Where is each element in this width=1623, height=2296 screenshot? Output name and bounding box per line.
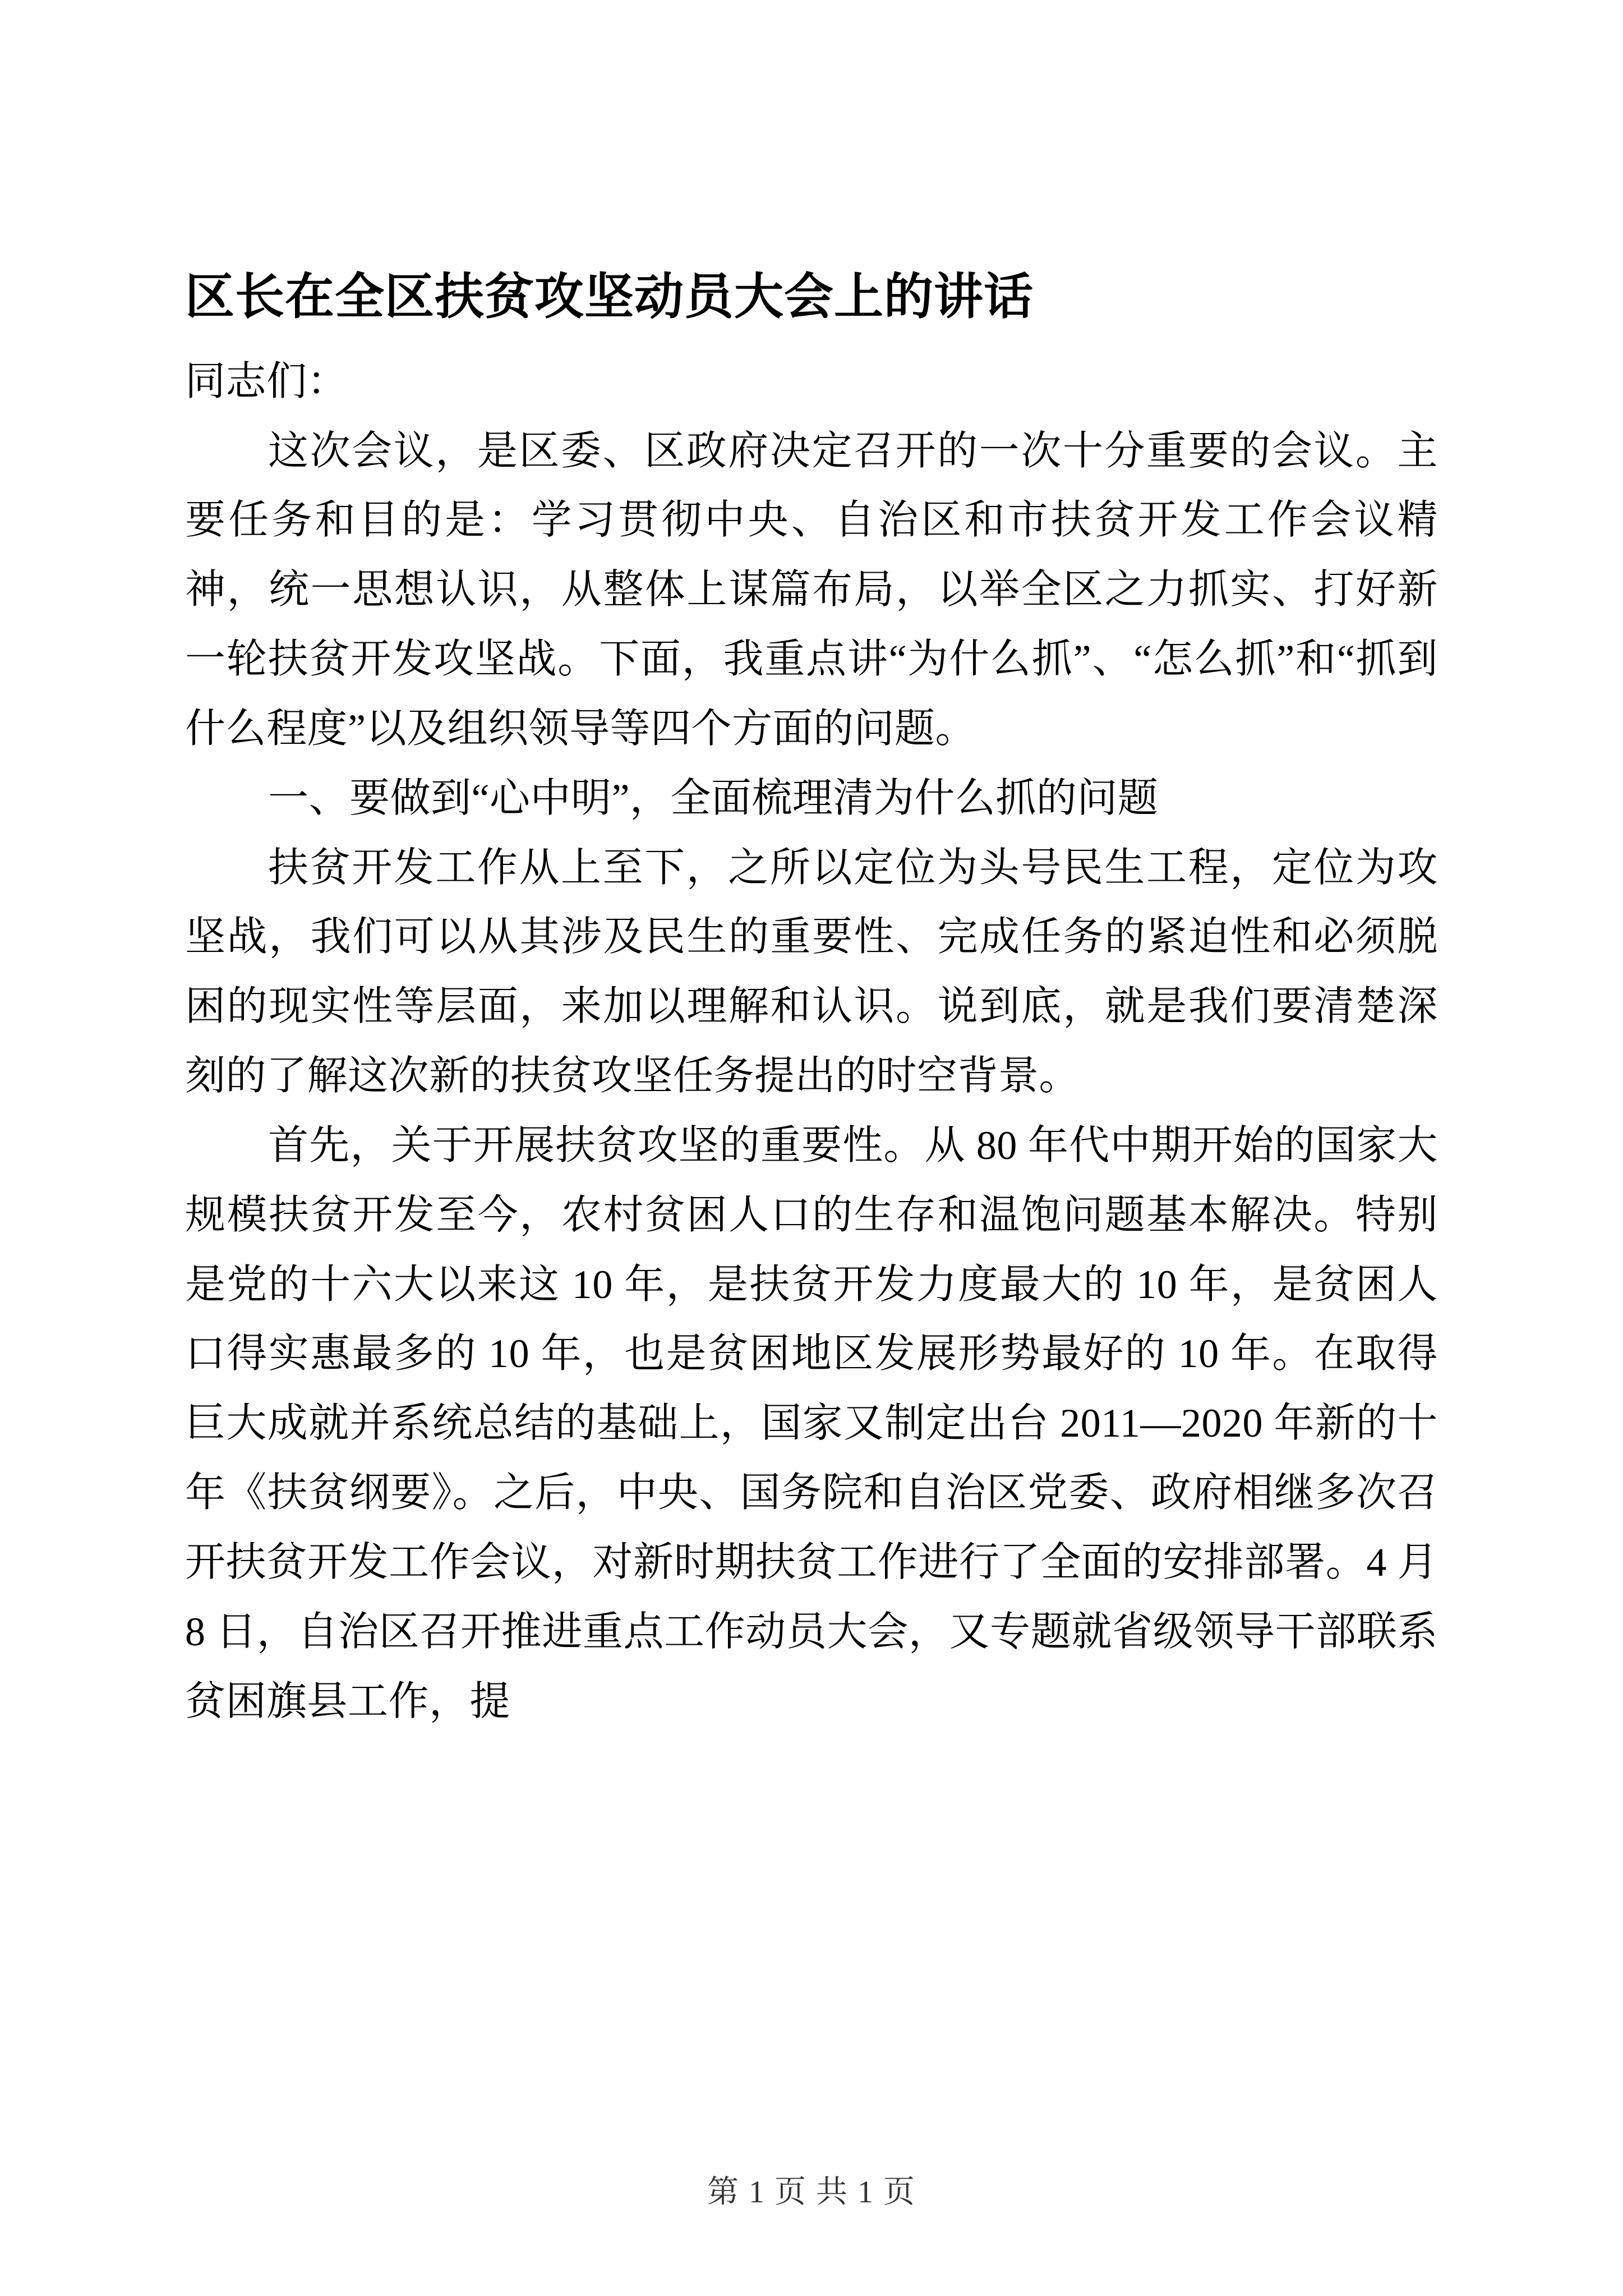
salutation: 同志们： xyxy=(185,358,348,404)
section-heading-1: 一、要做到“心中明”，全面梳理清为什么抓的问题 xyxy=(268,775,1159,821)
paragraph-3: 首先，关于开展扶贫攻坚的重要性。从 80 年代中期开始的国家大规模扶贫开发至今，农村贫困人口的生存和温饱问题基本解决。特别是党的十六大以来这 10 年，是扶贫开发力度最大的 10 年，是贫困人口得实惠最多的 10 年，也是贫困地区发展形势最好的 10 年。在取得巨大成就并系统总结的基础上，国家又制定出台 2011—2020 年新的十年《扶贫纲要》。之后，中央、国务院和自治区党委、政府相继多次召开扶贫开发工作会议，对新时期扶贫工作进行了全面的安排部署。4 月 8 日，自治区召开推进重点工作动员大会，又专题就省级领导干部联系贫困旗县工作，提 xyxy=(185,1122,1438,1724)
page-footer: 第 1 页 共 1 页 xyxy=(707,2175,916,2210)
page-title: 区长在全区扶贫攻坚动员大会上的讲话 xyxy=(185,269,1034,324)
paragraph-1: 这次会议，是区委、区政府决定召开的一次十分重要的会议。主要任务和目的是：学习贯彻中央、自治区和市扶贫开发工作会议精神，统一思想认识，从整体上谋篇布局，以举全区之力抓实、打好新一轮扶贫开发攻坚战。下面，我重点讲“为什么抓”、“怎么抓”和“抓到什么程度”以及组织领导等四个方面的问题。 xyxy=(185,428,1438,751)
paragraph-2: 扶贫开发工作从上至下，之所以定位为头号民生工程，定位为攻坚战，我们可以从其涉及民生的重要性、完成任务的紧迫性和必须脱困的现实性等层面，来加以理解和认识。说到底，就是我们要清楚深刻的了解这次新的扶贫攻坚任务提出的时空背景。 xyxy=(185,845,1438,1099)
